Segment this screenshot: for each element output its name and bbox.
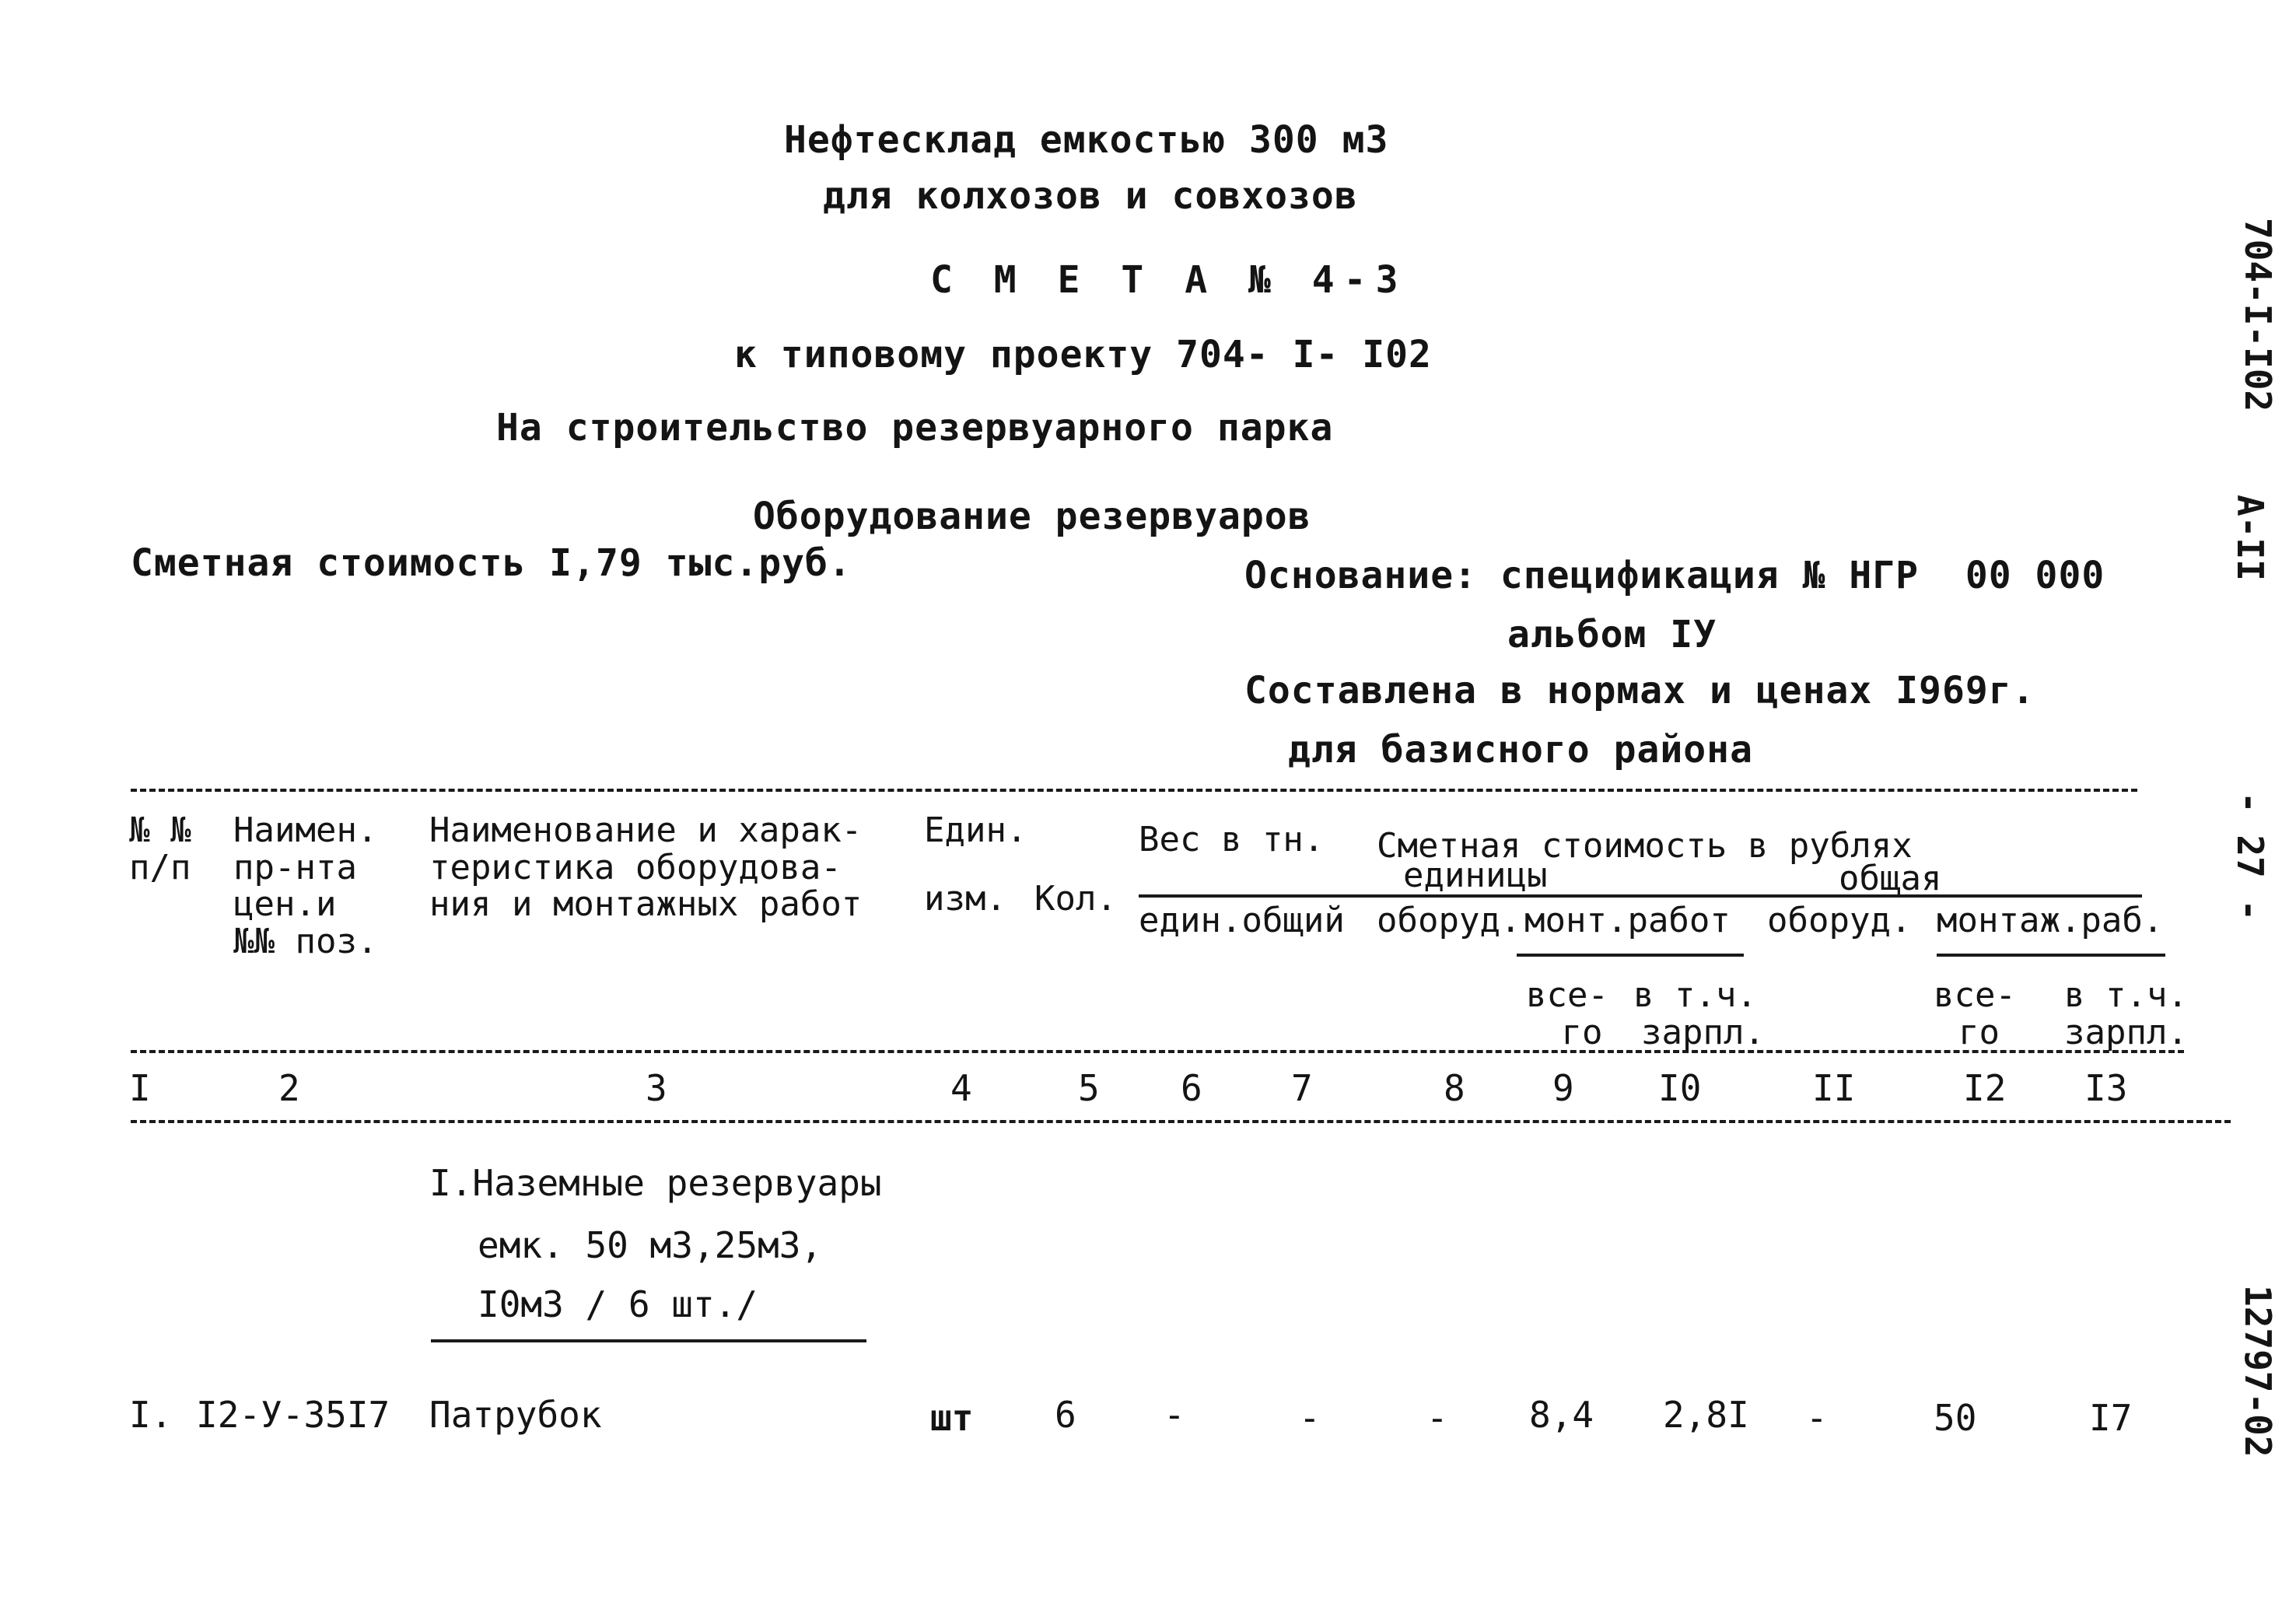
col-9-10-subheader: монт.работ [1524,901,1731,940]
column-number-rule [131,1120,2231,1123]
row-equip-unit: - [1426,1397,1448,1439]
basis-line-4: для базисного района [1288,728,1753,772]
section-title-line-3: I0м3 / 6 шт./ [478,1283,758,1325]
col-5-header: Кол. [1034,879,1117,919]
basis-line-3: Составлена в нормах и ценах I969г. [1244,669,2035,712]
weight-group-header: Вес в тн. [1139,820,1325,859]
col-1-header: № № п/п [129,810,191,887]
estimated-cost: Сметная стоимость I,79 тыс.руб. [131,541,852,585]
margin-document-number: 12797-02 [2237,1285,2279,1458]
row-weight-total: - [1299,1397,1321,1439]
row-mont-total: 50 [1934,1397,1977,1439]
row-mont-unit-wage: 2,8I [1663,1394,1749,1436]
row-weight-unit: - [1164,1394,1185,1436]
col-number-9: 9 [1552,1067,1574,1109]
header-bottom-rule [131,1050,2184,1053]
row-unit: шт [930,1397,974,1439]
row-mont-unit: 8,4 [1529,1394,1594,1436]
row-equip-total: - [1806,1397,1828,1439]
table-top-rule [131,789,2137,792]
total-subcolumn-rule [1937,954,2165,957]
basis-line-1: Основание: спецификация № НГР 00 000 [1244,554,2105,597]
row-name: Патрубок [429,1394,602,1436]
col-2-header: Наимен. пр-нта цен.и №№ поз. [233,810,378,961]
project-reference: к типовому проекту 704- I- I02 [734,333,1432,376]
estimate-number: С М Е Т А № 4-3 [930,258,1408,302]
row-number: I. [129,1394,173,1436]
section-title-line-1: I.Наземные резервуары [429,1162,882,1204]
col-number-10: I0 [1658,1067,1702,1109]
col-number-12: I2 [1963,1067,2007,1109]
unit-subcolumn-rule [1517,954,1744,957]
col-13-wage: в т.ч. зарпл. [2064,975,2188,1052]
equipment-subject: Оборудование резервуаров [753,495,1311,538]
margin-sheet-code: A-II [2229,495,2271,581]
section-underline [431,1339,866,1342]
row-mont-total-wage: I7 [2089,1397,2133,1439]
col-number-1: I [129,1067,151,1109]
col-9-vsego: все- го [1526,975,1608,1052]
col-number-3: 3 [646,1067,667,1109]
col-10-wage: в т.ч. зарпл. [1633,975,1765,1052]
col-11-subheader: оборуд. [1767,901,1912,940]
total-cost-label: общая [1839,859,1942,898]
construction-subject: На строительство резервуарного парка [496,406,1334,450]
col-number-6: 6 [1181,1067,1202,1109]
cost-group-header: Сметная стоимость в рублях [1377,826,1913,866]
row-price-code: I2-У-35I7 [196,1394,390,1436]
col-12-13-subheader: монтаж.раб. [1937,901,2164,940]
header-sub-rule [1139,894,2142,898]
col-number-7: 7 [1291,1067,1313,1109]
col-number-13: I3 [2084,1067,2128,1109]
col-number-4: 4 [950,1067,972,1109]
col-number-11: II [1812,1067,1856,1109]
section-title-line-2: емк. 50 м3,25м3, [478,1224,823,1266]
col-number-8: 8 [1444,1067,1465,1109]
col-4-header: Един. [924,810,1027,850]
margin-page-number: - 27 - [2229,792,2271,922]
unit-cost-label: единицы [1403,856,1548,895]
col-4-header-unit: изм. [924,879,1006,919]
weight-subheader: един.общий [1139,901,1345,940]
margin-project-code: 704-I-I02 [2237,218,2279,412]
basis-line-2: альбом IУ [1507,613,1717,656]
col-3-header: Наименование и харак- теристика оборудова- ния и монтажных работ [429,810,863,925]
col-number-5: 5 [1078,1067,1100,1109]
title-line-1: Нефтесклад емкостью 300 м3 [784,118,1389,162]
row-quantity: 6 [1055,1394,1076,1436]
title-line-2: для колхозов и совхозов [823,174,1358,218]
col-12-vsego: все- го [1934,975,2016,1052]
col-8-subheader: оборуд. [1377,901,1521,940]
col-number-2: 2 [278,1067,300,1109]
